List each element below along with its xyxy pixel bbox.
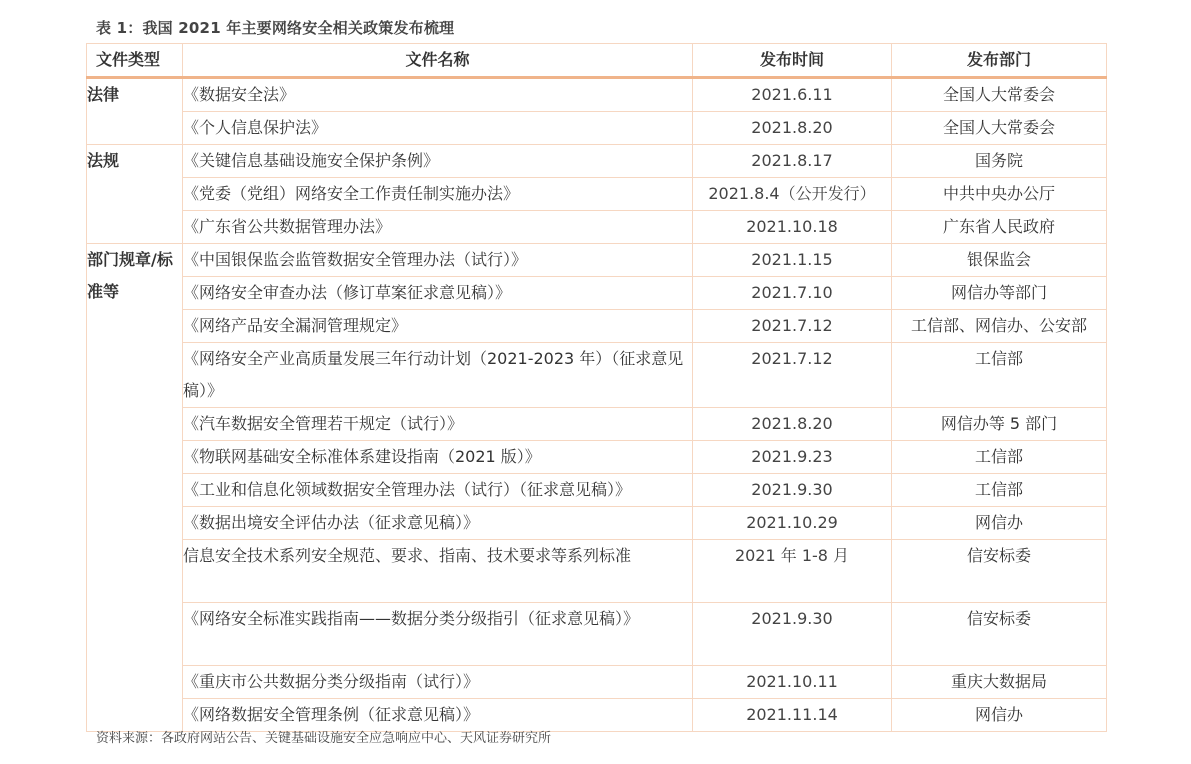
publish-date-cell: 2021.8.4（公开发行） [693, 178, 892, 211]
table-row [87, 666, 1107, 699]
file-name-cell: 《物联网基础安全标准体系建设指南（2021 版）》 [183, 441, 693, 474]
table-row [87, 603, 1107, 666]
publish-dept-cell: 重庆大数据局 [892, 666, 1107, 699]
publish-date-cell: 2021.1.15 [693, 244, 892, 277]
table-row [87, 343, 1107, 408]
publish-dept-cell: 网信办等 5 部门 [892, 408, 1107, 441]
publish-dept-cell: 国务院 [892, 145, 1107, 178]
publish-date-cell: 2021.9.23 [693, 441, 892, 474]
publish-date-cell: 2021 年 1-8 月 [693, 540, 892, 603]
file-name-cell: 《网络安全审查办法（修订草案征求意见稿）》 [183, 277, 693, 310]
publish-date-cell: 2021.8.20 [693, 408, 892, 441]
file-name-cell: 《网络安全标准实践指南——数据分类分级指引（征求意见稿）》 [183, 603, 693, 666]
header-publish-date: 发布时间 [693, 44, 892, 78]
publish-dept-cell: 全国人大常委会 [892, 112, 1107, 145]
publish-date-cell: 2021.7.12 [693, 343, 892, 408]
file-name-cell: 《网络产品安全漏洞管理规定》 [183, 310, 693, 343]
category-cell-regulation: 法规 [87, 145, 183, 244]
table-row [87, 310, 1107, 343]
publish-dept-cell: 网信办 [892, 507, 1107, 540]
publish-dept-cell: 网信办 [892, 699, 1107, 732]
file-name-cell: 《网络安全产业高质量发展三年行动计划（2021-2023 年）（征求意见稿）》 [183, 343, 693, 408]
file-name-cell: 《广东省公共数据管理办法》 [183, 211, 693, 244]
file-name-cell: 《党委（党组）网络安全工作责任制实施办法》 [183, 178, 693, 211]
file-name-cell: 《数据出境安全评估办法（征求意见稿）》 [183, 507, 693, 540]
publish-date-cell: 2021.10.18 [693, 211, 892, 244]
file-name-cell: 《汽车数据安全管理若干规定（试行）》 [183, 408, 693, 441]
file-name-cell: 《工业和信息化领域数据安全管理办法（试行）（征求意见稿）》 [183, 474, 693, 507]
publish-date-cell: 2021.8.20 [693, 112, 892, 145]
table-row [87, 277, 1107, 310]
table-header-row [87, 44, 1107, 78]
publish-dept-cell: 网信办等部门 [892, 277, 1107, 310]
publish-dept-cell: 信安标委 [892, 603, 1107, 666]
file-name-cell: 《中国银保监会监管数据安全管理办法（试行）》 [183, 244, 693, 277]
publish-date-cell: 2021.9.30 [693, 474, 892, 507]
table-row [87, 507, 1107, 540]
table-row [87, 178, 1107, 211]
publish-date-cell: 2021.7.10 [693, 277, 892, 310]
publish-dept-cell: 工信部 [892, 343, 1107, 408]
publish-dept-cell: 中共中央办公厅 [892, 178, 1107, 211]
table-row [87, 112, 1107, 145]
file-name-cell: 《重庆市公共数据分类分级指南（试行）》 [183, 666, 693, 699]
publish-date-cell: 2021.6.11 [693, 78, 892, 112]
file-name-cell: 《网络数据安全管理条例（征求意见稿）》 [183, 699, 693, 732]
table-row [87, 145, 1107, 178]
publish-date-cell: 2021.9.30 [693, 603, 892, 666]
table-row [87, 474, 1107, 507]
publish-dept-cell: 工信部 [892, 474, 1107, 507]
publish-dept-cell: 广东省人民政府 [892, 211, 1107, 244]
file-name-cell: 《数据安全法》 [183, 78, 693, 112]
header-file-type: 文件类型 [87, 44, 183, 78]
publish-dept-cell: 信安标委 [892, 540, 1107, 603]
file-name-cell: 信息安全技术系列安全规范、要求、指南、技术要求等系列标准 [183, 540, 693, 603]
publish-date-cell: 2021.10.29 [693, 507, 892, 540]
publish-dept-cell: 全国人大常委会 [892, 78, 1107, 112]
publish-date-cell: 2021.10.11 [693, 666, 892, 699]
file-name-cell: 《关键信息基础设施安全保护条例》 [183, 145, 693, 178]
table-row [87, 408, 1107, 441]
table-row [87, 441, 1107, 474]
table-row [87, 78, 1107, 112]
policy-table [86, 43, 1107, 732]
table-row [87, 244, 1107, 277]
publish-date-cell: 2021.11.14 [693, 699, 892, 732]
category-cell-department: 部门规章/标准等 [87, 244, 183, 732]
header-publish-dept: 发布部门 [892, 44, 1107, 78]
publish-dept-cell: 工信部、网信办、公安部 [892, 310, 1107, 343]
table-row [87, 540, 1107, 603]
source-note: 资料来源：各政府网站公告、关键基础设施安全应急响应中心、天风证券研究所 [96, 731, 552, 746]
header-file-name: 文件名称 [183, 44, 693, 78]
publish-date-cell: 2021.7.12 [693, 310, 892, 343]
table-caption: 表 1：我国 2021 年主要网络安全相关政策发布梳理 [96, 19, 455, 37]
file-name-cell: 《个人信息保护法》 [183, 112, 693, 145]
publish-date-cell: 2021.8.17 [693, 145, 892, 178]
category-cell-law: 法律 [87, 78, 183, 145]
publish-dept-cell: 工信部 [892, 441, 1107, 474]
table-row [87, 211, 1107, 244]
publish-dept-cell: 银保监会 [892, 244, 1107, 277]
